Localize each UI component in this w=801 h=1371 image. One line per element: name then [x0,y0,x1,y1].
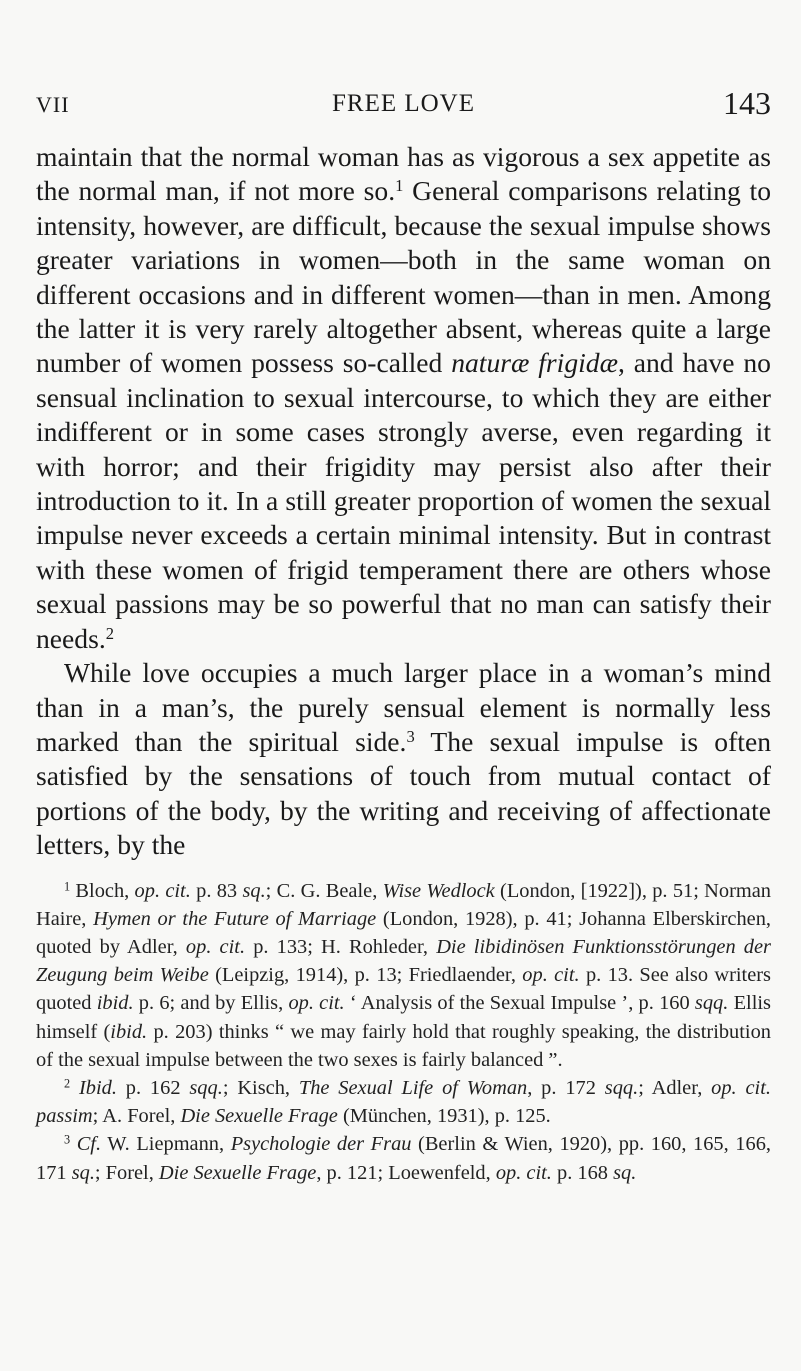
text-run: ; C. G. Beale, [265,879,383,902]
book-page [36,0,771,1187]
footnote-ref: 3 [406,726,415,746]
italic-text: sq. [71,1161,95,1184]
paragraph-2 [36,656,771,862]
text-run: (Berlin & Wien, 1920), pp. 160, 165, 166, 171 [36,1133,771,1184]
footnote-3 [36,1130,771,1186]
italic-text: op. cit. [522,964,580,987]
italic-text: Ibid. [78,1076,117,1099]
italic-text: ibid. [96,992,134,1015]
running-header [36,0,771,140]
footnote-1 [36,877,771,1074]
italic-text: op. cit. [495,1161,552,1184]
text-run: p. 83 [190,879,243,902]
italic-text: sqq. [189,1076,223,1099]
italic-text: sqq. [694,992,729,1015]
text-run: Ellis himself ( [36,992,771,1043]
text-run: p. 13. See also writers quoted [36,964,771,1015]
page-number: 143 [723,85,771,121]
text-run: (London, 1928), p. 41; Johanna Elberskirchen, quoted by Adler, [36,907,771,958]
text-run [70,1077,79,1099]
italic-text: Cf. [76,1133,102,1156]
footnote-ref: 2 [105,623,115,643]
text-run: ; Adler, [638,1076,712,1099]
text-run: ; A. Forel, [92,1105,181,1128]
text-run: General comparisons relating to intensity, however, are difficult, because the sexual impulse shows greater variations in women—both in the same woman on different occasions and in different women—than in men. Among the latter it is very rarely altogether absent, whereas quite a large number of women possess so-called [36,175,771,379]
footnote-number: 2 [64,1076,71,1091]
italic-text: op. cit. passim [36,1076,771,1128]
text-run: The sexual impulse is often satisfied by the sensations of touch from mutual contact of portions of the body, by the writing and receiving of affectionate letters, by the [36,725,771,861]
text-run: maintain that the normal woman has as vigorous a sex appetite as the normal man, if not more so. [36,141,771,207]
main-text [36,140,771,863]
italic-text: sq. [613,1161,637,1184]
chapter-number: VII [36,92,70,117]
text-run: ; Kisch, [222,1076,299,1099]
text-run: p. 6; and by Ellis, [133,992,289,1015]
italic-text: Die Sexuelle Frage [158,1161,317,1184]
text-run: , p. 121; Loewenfeld, [316,1161,496,1184]
italic-text: Wise Wedlock [382,879,495,902]
text-run: ‘ Analysis of the Sexual Impulse ’, p. 160 [344,992,695,1015]
italic-text: Die libidinösen Funktionsstörungen der Zeugung beim Weibe [36,935,771,987]
text-run: Bloch, [70,879,135,902]
footnote-number: 1 [64,878,71,893]
italic-text: ibid. [110,1020,148,1043]
text-run: p. 168 [551,1161,614,1184]
italic-text: op. cit. [288,992,345,1015]
italic-text: sq. [242,879,266,902]
italic-term: naturæ frigidæ [451,347,618,379]
text-run: p. 162 [116,1076,190,1099]
italic-text: Psychologie der Frau [230,1133,412,1156]
text-run: ; Forel, [94,1161,159,1184]
italic-text: The Sexual Life of Woman [298,1076,528,1099]
italic-text: op. cit. [134,879,191,902]
text-run: (London, [1922]), p. 51; Norman Haire, [36,879,771,930]
italic-text: Hymen or the Future of Marriage [93,907,377,930]
text-run: , p. 172 [527,1076,605,1099]
italic-text: Die Sexuelle Frage [180,1105,338,1128]
text-run: (München, 1931), p. 125. [337,1105,551,1128]
text-run: p. 203) thinks “ we may fairly hold that roughly speaking, the distribution of the sexual impulse between the two sexes is fairly balanced ”. [36,1020,771,1071]
italic-text: op. cit. [185,935,246,958]
text-run: , and have no sensual inclination to sexual intercourse, to which they are either indifferent or in some cases strongly averse, even regarding it with horror; and their frigidity may persist also after their introduction to it. In a still greater proportion of women the sexual impulse never exceeds a certain minimal intensity. But in contrast with these women of frigid temperament there are others whose sexual passions may be so powerful that no man can satisfy their needs. [36,347,771,654]
text-run: (Leipzig, 1914), p. 13; Friedlaender, [208,964,523,987]
footnote-number: 3 [64,1132,71,1147]
text-run: p. 133; H. Rohleder, [245,935,437,958]
running-title: FREE LOVE [331,90,476,117]
footnotes [36,877,771,1187]
footnote-ref: 1 [395,176,404,196]
footnote-2 [36,1074,771,1130]
text-run: While love occupies a much larger place in a woman’s mind than in a man’s, the purely sensual element is normally less marked than the spiritual side. [36,657,771,757]
italic-text: sqq. [604,1076,639,1099]
text-run [70,1133,77,1155]
paragraph-1 [36,140,771,656]
text-run: W. Liepmann, [101,1133,231,1156]
